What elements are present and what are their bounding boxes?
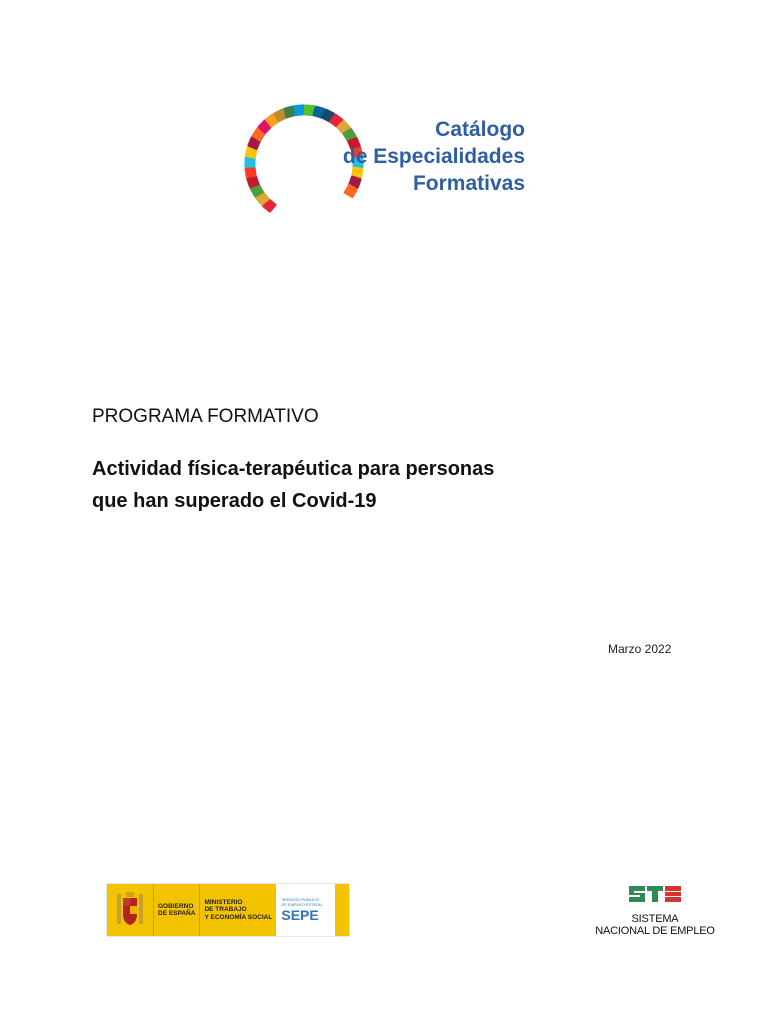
sne-logo [594, 880, 716, 937]
document-date: Marzo 2022 [608, 642, 672, 656]
sepe-small-line2: DE EMPLEO ESTATAL [281, 902, 323, 907]
catalog-title-line1: Catálogo [435, 118, 525, 141]
ministry-line1: MINISTERIO [204, 898, 243, 906]
sepe-logo [276, 884, 335, 936]
sne-mark-icon [625, 880, 685, 908]
program-label: PROGRAMA FORMATIVO [92, 406, 319, 427]
sne-line2: NACIONAL DE EMPLEO [595, 925, 715, 937]
gov-line2: DE ESPAÑA [158, 910, 196, 917]
catalog-title-line3: Formativas [412, 172, 525, 195]
program-title-line1: Actividad física-terapéutica para personas [92, 458, 495, 480]
ministry-line3: Y ECONOMÍA SOCIAL [204, 913, 273, 921]
sne-line1: SISTEMA [631, 913, 679, 925]
coat-of-arms-icon [107, 884, 153, 936]
government-sepe-logo [106, 883, 350, 937]
sepe-name: SEPE [281, 907, 319, 923]
gov-line1: GOBIERNO [158, 902, 194, 910]
gobierno-label [153, 884, 199, 936]
ministry-label [199, 884, 276, 936]
sepe-small-line1: SERVICIO PÚBLICO [281, 897, 320, 902]
program-title-line2: que han superado el Covid-19 [92, 490, 377, 512]
catalog-title-line2: de Especialidades [342, 145, 525, 168]
catalog-title [300, 116, 525, 197]
program-title [92, 453, 652, 517]
ministry-line2: DE TRABAJO [204, 906, 247, 914]
